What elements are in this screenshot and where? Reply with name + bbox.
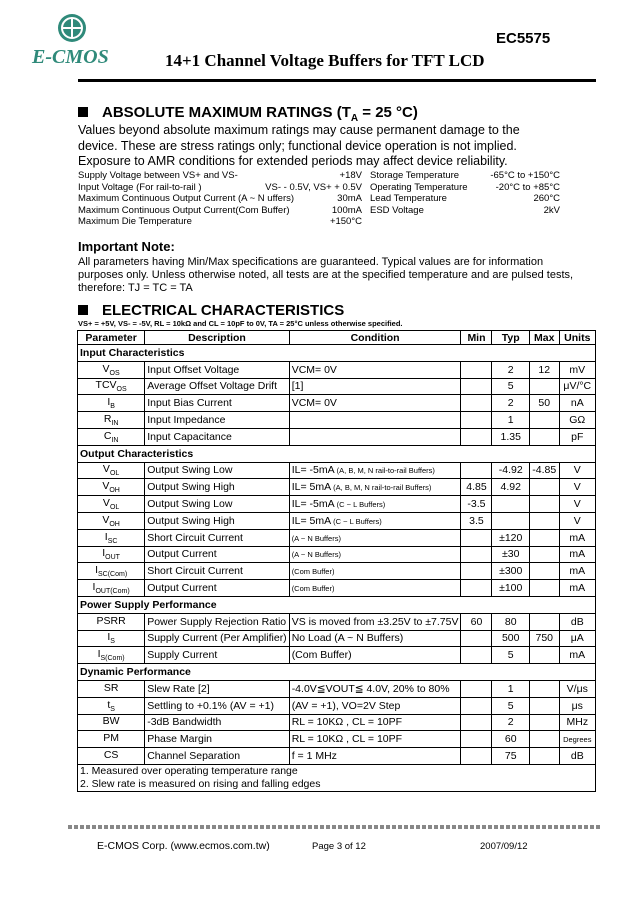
max-cell [529,428,559,445]
condition-note: (C ~ L Buffers) [331,516,382,526]
description-cell: Input Offset Voltage [145,361,289,378]
param-cell [78,395,145,412]
description-cell: Settling to +0.1% (AV = +1) [145,697,289,714]
param-symbol: V [102,362,110,375]
min-cell [461,580,492,597]
units-cell: dB [559,748,595,765]
description-cell: Output Current [145,546,289,563]
min-cell: 60 [461,613,492,630]
min-cell [461,529,492,546]
param-cell [78,680,145,697]
units-cell: pF [559,428,595,445]
table-row [78,748,596,765]
note-body: All parameters having Min/Max specifications are guaranteed. Typical values are for information purposes only. Unless otherwise noted, all tests are at the specified temperature and are pulsed tests, therefore: TJ = TC = TA [78,256,574,294]
table-row [78,479,596,496]
param-subscript: OUT [105,554,120,562]
max-cell [529,731,559,748]
param-subscript: S [110,638,115,646]
min-cell [461,630,492,647]
rating-row: Storage Temperature -65°C to +150°C [370,170,560,181]
condition-cell [289,479,461,496]
condition-cell [289,529,461,546]
typ-cell: 2 [492,361,529,378]
typ-cell: 1.35 [492,428,529,445]
bullet-icon [78,107,88,117]
condition-text: IL= -5mA [291,464,335,477]
param-cell [78,361,145,378]
max-cell [529,512,559,529]
table-row [78,395,596,412]
param-cell [78,697,145,714]
param-subscript: OS [109,369,120,377]
min-cell [461,647,492,664]
typ-cell: 5 [492,697,529,714]
rating-row: Supply Voltage between VS+ and VS- +18V [78,170,362,181]
min-cell [461,428,492,445]
description-cell: Supply Current [145,647,289,664]
description-cell: Output Swing High [145,479,289,496]
condition-note: (A, B, M, N rail-to-rail Buffers) [334,466,435,476]
table-row [78,529,596,546]
param-cell [78,714,145,731]
description-cell: Slew Rate [2] [145,680,289,697]
max-cell [529,529,559,546]
param-cell [78,479,145,496]
units-cell: MHz [559,714,595,731]
description-cell: Output Swing Low [145,462,289,479]
abs-max-right-list [370,170,560,216]
units-cell: V [559,512,595,529]
min-cell [461,378,492,395]
max-cell: 750 [529,630,559,647]
param-symbol: V [102,497,110,510]
condition-note: (C ~ L Buffers) [334,500,386,510]
typ-cell: 1 [492,412,529,429]
units-cell: mA [559,529,595,546]
condition-cell [289,563,461,580]
rating-row: Input Voltage (For rail-to-rail ) VS- - 0.5V, VS+ + 0.5V [78,181,362,193]
param-cell [78,512,145,529]
table-row [78,563,596,580]
rating-row: Operating Temperature -20°C to +85°C [370,181,560,193]
description-cell: Output Swing High [145,512,289,529]
col-header: Max [529,331,559,345]
doc-number: EC5575 [496,30,551,47]
condition-text: (Com Buffer) [291,649,352,662]
param-subscript: OH [109,520,120,528]
footer-date: 2007/09/12 [480,841,528,852]
param-symbol: t [107,698,111,711]
min-cell [461,748,492,765]
condition-text: IL= -5mA [291,498,335,511]
group-power: Power Supply Performance [78,596,596,613]
param-symbol: PSRR [96,614,126,627]
units-cell: mA [559,546,595,563]
param-cell [78,731,145,748]
table-header-row [78,331,596,345]
param-cell [78,529,145,546]
rating-row: Maximum Die Temperature +150°C [78,216,362,227]
col-header: Min [461,331,492,345]
typ-cell: -4.92 [492,462,529,479]
table-row [78,613,596,630]
footer-rule [68,825,602,829]
typ-cell: 2 [492,714,529,731]
condition-cell [289,748,461,765]
param-symbol: PM [103,732,119,745]
max-cell: 12 [529,361,559,378]
typ-cell: 5 [492,647,529,664]
units-cell: V [559,462,595,479]
condition-cell [289,546,461,563]
typ-cell: ±100 [492,580,529,597]
max-cell [529,580,559,597]
company-logo [22,10,132,80]
condition-cell [289,697,461,714]
param-subscript: OUT(Com) [95,588,130,596]
description-cell: Input Bias Current [145,395,289,412]
description-cell: Input Capacitance [145,428,289,445]
condition-text: RL = 10KΩ , CL = 10PF [291,716,403,729]
max-cell [529,378,559,395]
param-symbol: V [102,463,110,476]
table-row [78,496,596,513]
max-cell [529,546,559,563]
note-heading: Important Note: [78,239,175,254]
units-cell: dB [559,613,595,630]
min-cell [461,563,492,580]
condition-note: (Com Buffer) [291,567,335,577]
table-notes: 1. Measured over operating temperature range 2. Slew rate is measured on rising and falling edges [78,764,596,791]
footer-company: E-CMOS Corp. (www.ecmos.com.tw) [97,840,270,852]
table-row [78,378,596,395]
condition-text: (AV = +1), VO=2V Step [291,699,401,712]
typ-cell: 1 [492,680,529,697]
param-cell [78,748,145,765]
units-cell: GΩ [559,412,595,429]
condition-text: f = 1 MHz [291,750,337,763]
group-input: Input Characteristics [78,345,596,362]
condition-text: VCM= 0V [291,397,337,410]
ec-conditions: VS+ = +5V, VS- = -5V, RL = 10kΩ and CL = 10pF to 0V, TA = 25°C unless otherwise specified. [78,319,403,328]
param-symbol: I [104,530,108,543]
col-header: Typ [492,331,529,345]
condition-cell [289,613,461,630]
max-cell [529,496,559,513]
param-symbol: V [102,513,110,526]
description-cell: Channel Separation [145,748,289,765]
min-cell [461,412,492,429]
min-cell [461,395,492,412]
units-cell: V [559,479,595,496]
table-row [78,630,596,647]
typ-cell: 2 [492,395,529,412]
param-cell [78,428,145,445]
col-header: Parameter [78,331,145,345]
max-cell [529,714,559,731]
table-row [78,361,596,378]
table-row [78,714,596,731]
param-symbol: BW [102,715,120,728]
table-row [78,462,596,479]
param-subscript: OH [109,487,120,495]
description-cell: -3dB Bandwidth [145,714,289,731]
table-row [78,580,596,597]
condition-text: No Load (A ~ N Buffers) [291,632,404,645]
condition-text: [1] [291,380,304,393]
header-rule [78,79,596,82]
min-cell [461,546,492,563]
param-subscript: IN [111,436,119,444]
condition-text: IL= 5mA [291,514,332,527]
condition-cell [289,731,461,748]
max-cell [529,748,559,765]
condition-cell [289,580,461,597]
table-row [78,512,596,529]
units-cell: Degrees [559,731,595,748]
rating-row: ESD Voltage 2kV [370,204,560,216]
condition-note: (A, B, M, N rail-to-rail Buffers) [331,483,432,493]
units-cell: V/μs [559,680,595,697]
description-cell: Short Circuit Current [145,529,289,546]
condition-text: RL = 10KΩ , CL = 10PF [291,733,403,746]
units-cell: V [559,496,595,513]
param-subscript: IN [111,420,119,428]
electrical-characteristics-table [77,330,596,792]
units-cell: μV/°C [559,378,595,395]
typ-cell: ±120 [492,529,529,546]
table-row [78,412,596,429]
param-cell [78,412,145,429]
abs-max-left-list [78,170,362,228]
param-cell [78,378,145,395]
condition-cell [289,496,461,513]
condition-cell [289,630,461,647]
units-cell: mA [559,647,595,664]
typ-cell: 80 [492,613,529,630]
typ-cell: ±30 [492,546,529,563]
typ-cell: 4.92 [492,479,529,496]
param-symbol: I [107,631,111,644]
min-cell [461,714,492,731]
svg-text:E-CMOS: E-CMOS [32,46,109,68]
param-cell [78,496,145,513]
condition-note: (Com Buffer) [291,584,335,594]
units-cell: μs [559,697,595,714]
min-cell: 3.5 [461,512,492,529]
condition-cell [289,361,461,378]
table-row [78,697,596,714]
abs-max-paragraph: Values beyond absolute maximum ratings may cause permanent damage to the device. These are stress ratings only; functional device operation is not implied. Exposure to AMR conditions for extended periods may affect device reliability. [78,123,520,168]
max-cell [529,697,559,714]
condition-cell [289,462,461,479]
condition-cell [289,647,461,664]
param-symbol: I [102,547,106,560]
min-cell [461,680,492,697]
min-cell [461,731,492,748]
footer-page: Page 3 of 12 [312,841,366,852]
param-subscript: OS [116,386,127,394]
group-output: Output Characteristics [78,445,596,462]
table-row [78,647,596,664]
param-cell [78,613,145,630]
rating-row: Maximum Continuous Output Current(Com Buffer) 100mA [78,204,362,216]
param-symbol: I [95,564,98,577]
description-cell: Supply Current (Per Amplifier) [145,630,289,647]
bullet-icon [78,305,88,315]
col-header: Description [145,331,289,345]
units-cell: mA [559,580,595,597]
description-cell: Short Circuit Current [145,563,289,580]
units-cell: mA [559,563,595,580]
condition-cell [289,512,461,529]
condition-cell [289,714,461,731]
condition-cell [289,378,461,395]
max-cell: 50 [529,395,559,412]
param-cell [78,563,145,580]
param-symbol: TCV [95,379,117,392]
min-cell [461,361,492,378]
rating-row: Lead Temperature 260°C [370,193,560,204]
abs-max-heading: ABSOLUTE MAXIMUM RATINGS ($T_A = 25$ °C) [78,104,418,124]
param-cell [78,546,145,563]
condition-text: VS is moved from ±3.25V to ±7.75V [291,615,459,628]
param-subscript: SC(Com) [97,571,128,579]
max-cell [529,647,559,664]
condition-note: (A ~ N Buffers) [291,533,341,543]
param-symbol: C [103,429,112,442]
table-row [78,428,596,445]
doc-title: 14+1 Channel Voltage Buffers for TFT LCD [165,51,485,70]
min-cell [461,462,492,479]
condition-cell [289,412,461,429]
param-subscript: OL [109,504,120,512]
min-cell: 4.85 [461,479,492,496]
param-symbol: SR [103,681,119,694]
condition-cell [289,395,461,412]
typ-cell: 60 [492,731,529,748]
param-subscript: OL [109,470,120,478]
param-symbol: CS [103,748,119,761]
table-row [78,680,596,697]
units-cell: mV [559,361,595,378]
param-subscript: S [110,705,115,713]
max-cell [529,613,559,630]
condition-text: VCM= 0V [291,363,337,376]
group-dynamic: Dynamic Performance [78,664,596,681]
description-cell: Power Supply Rejection Ratio [145,613,289,630]
param-symbol: I [97,648,101,661]
param-symbol: I [107,396,111,409]
param-subscript: S(Com) [100,655,125,663]
description-cell: Output Swing Low [145,496,289,513]
param-symbol: R [103,413,112,426]
table-row [78,546,596,563]
param-symbol: I [92,581,96,593]
max-cell [529,563,559,580]
max-cell [529,412,559,429]
description-cell: Output Current [145,580,289,597]
typ-cell: 5 [492,378,529,395]
typ-cell: 75 [492,748,529,765]
units-cell: nA [559,395,595,412]
typ-cell [492,496,529,513]
max-cell [529,680,559,697]
condition-cell [289,680,461,697]
typ-cell: ±300 [492,563,529,580]
table-row [78,731,596,748]
units-cell: μA [559,630,595,647]
param-subscript: SC [107,537,118,545]
param-cell [78,647,145,664]
description-cell: Phase Margin [145,731,289,748]
param-cell [78,630,145,647]
min-cell: -3.5 [461,496,492,513]
typ-cell: 500 [492,630,529,647]
typ-cell [492,512,529,529]
col-header: Condition [289,331,461,345]
description-cell: Average Offset Voltage Drift [145,378,289,395]
condition-text: IL= 5mA [291,481,332,494]
min-cell [461,697,492,714]
param-cell [78,580,145,597]
param-symbol: V [102,480,110,493]
condition-cell [289,428,461,445]
condition-note: (A ~ N Buffers) [291,550,341,560]
param-subscript: B [110,403,115,411]
max-cell: -4.85 [529,462,559,479]
description-cell: Input Impedance [145,412,289,429]
max-cell [529,479,559,496]
ec-heading: ELECTRICAL CHARACTERISTICS [78,302,344,319]
condition-text: -4.0V≦VOUT≦ 4.0V, 20% to 80% [291,682,450,695]
param-cell [78,462,145,479]
col-header: Units [559,331,595,345]
rating-row: Maximum Continuous Output Current (A ~ N uffers) 30mA [78,193,362,204]
